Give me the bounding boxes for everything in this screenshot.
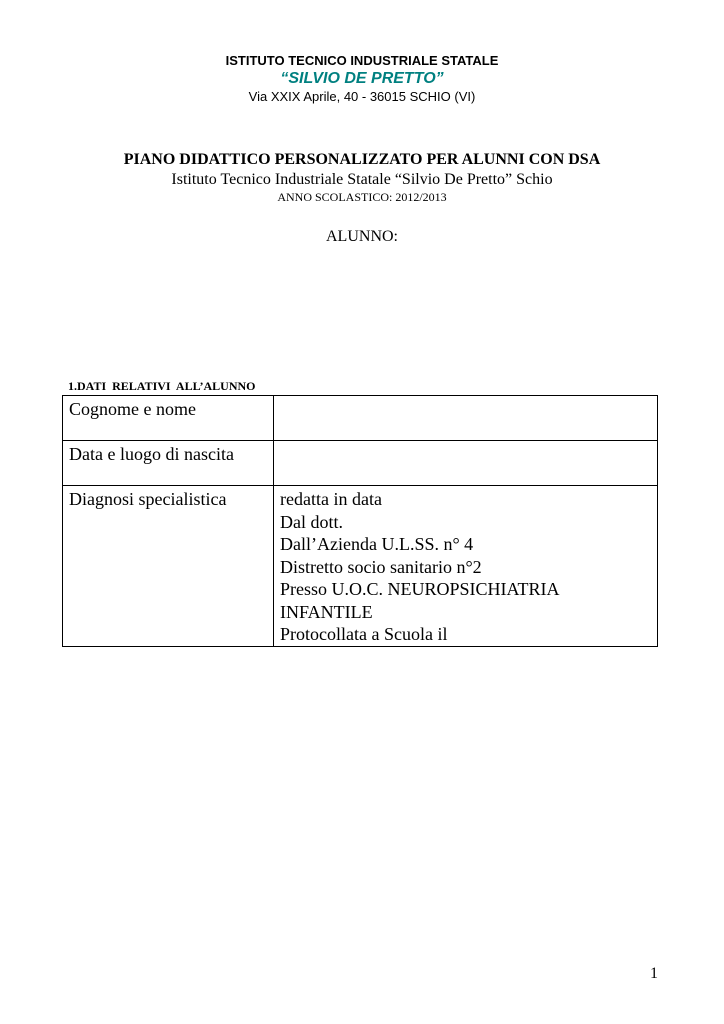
table-row-name: [63, 396, 658, 441]
document-title: PIANO DIDATTICO PERSONALIZZATO PER ALUNNI CON DSA: [123, 151, 601, 168]
diagnosis-line: Presso U.O.C. NEUROPSICHIATRIA INFANTILE: [280, 579, 559, 622]
school-header: [0, 52, 724, 106]
row-value-name: [274, 396, 658, 441]
student-label: ALUNNO:: [326, 228, 398, 245]
section-heading: 1.DATI RELATIVI ALL’ALUNNO: [68, 379, 256, 393]
diagnosis-line: Dall’Azienda U.L.SS. n° 4: [280, 534, 474, 554]
row-value-diagnosis: [274, 486, 658, 647]
diagnosis-line: Dal dott.: [280, 511, 343, 532]
diagnosis-line: Protocollata a Scuola il: [280, 624, 448, 644]
row-label-diagnosis: Diagnosi specialistica: [63, 486, 274, 647]
document-title-block: [0, 150, 724, 205]
table-row-birth: [63, 441, 658, 486]
table-row-diagnosis: [63, 486, 658, 647]
school-year: ANNO SCOLASTICO: 2012/2013: [277, 190, 447, 204]
school-subtitle: “SILVIO DE PRETTO”: [280, 70, 444, 87]
school-name: ISTITUTO TECNICO INDUSTRIALE STATALE: [225, 53, 499, 68]
diagnosis-line: Distretto socio sanitario n°2: [280, 556, 482, 577]
student-data-table: [62, 395, 658, 647]
row-value-birth: [274, 441, 658, 486]
school-address: Via XXIX Aprile, 40 - 36015 SCHIO (VI): [248, 89, 476, 104]
row-label-name: Cognome e nome: [63, 396, 274, 441]
row-label-birth: Data e luogo di nascita: [63, 441, 274, 486]
document-subtitle: Istituto Tecnico Industriale Statale “Silvio De Pretto” Schio: [171, 171, 553, 188]
diagnosis-line: redatta in data: [280, 489, 382, 509]
page-number: 1: [650, 965, 658, 982]
